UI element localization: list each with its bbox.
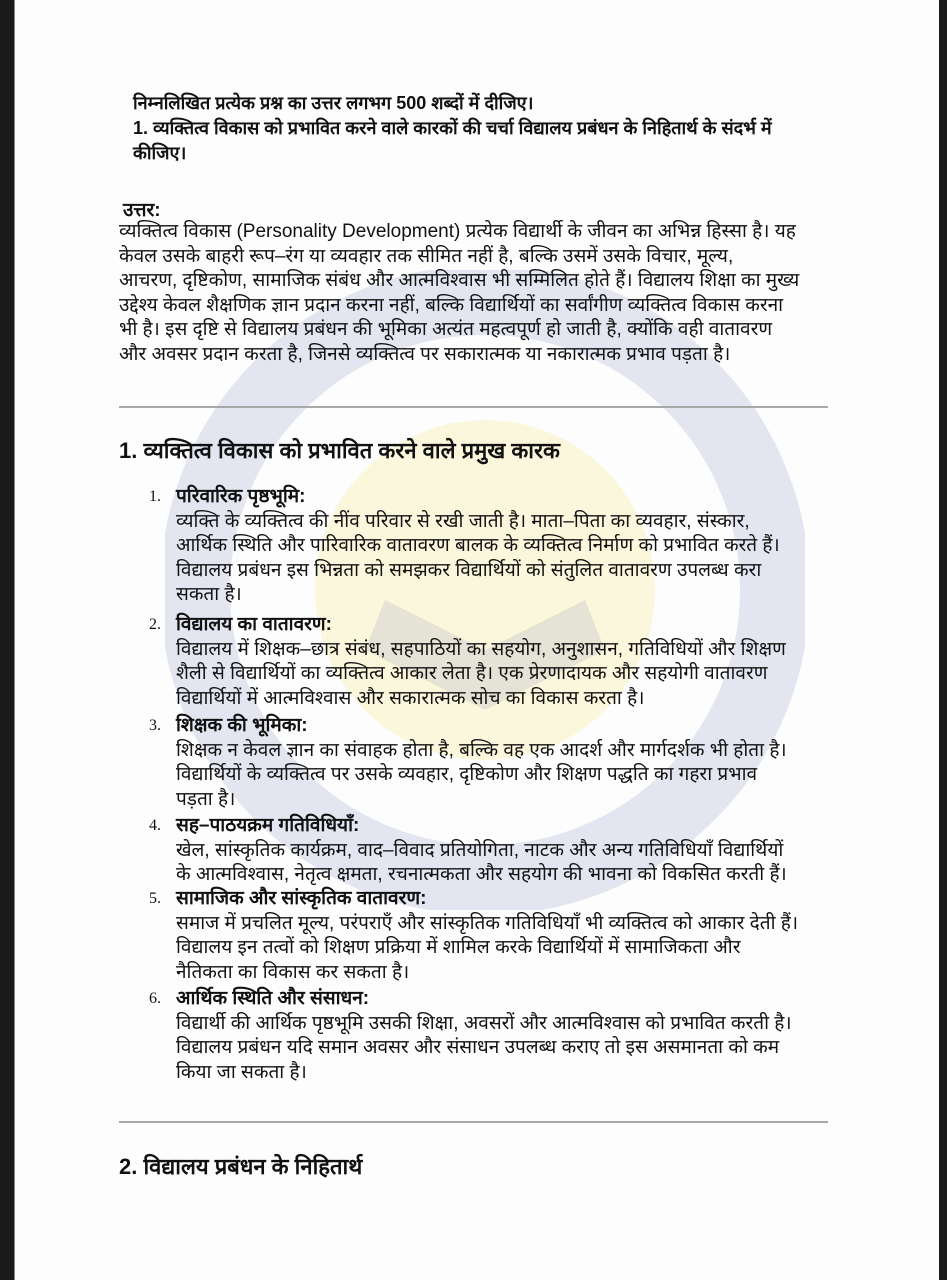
section-heading: 1. व्यक्तित्व विकास को प्रभावित करने वाले प्रमुख कारक xyxy=(119,438,560,463)
question-block xyxy=(133,91,853,166)
intro-line: आचरण, दृष्टिकोण, सामाजिक संबंध और आत्मविश्वास भी सम्मिलित होते हैं। विद्यालय शिक्षा का मुख्य xyxy=(119,270,800,291)
intro-line: और अवसर प्रदान करता है, जिनसे व्यक्तित्व पर सकारात्मक या नकारात्मक प्रभाव पड़ता है। xyxy=(119,343,731,365)
item-number: 5. xyxy=(149,890,161,907)
item-number: 1. xyxy=(149,488,161,505)
item-text-line: समाज में प्रचलित मूल्य, परंपराएँ और सांस्कृतिक गतिविधियाँ भी व्यक्तित्व को आकार देती हैं। xyxy=(176,912,799,934)
item-title: परिवारिक पृष्ठभूमि: xyxy=(176,486,306,507)
intro-line: उद्देश्य केवल शैक्षणिक ज्ञान प्रदान करना नहीं, बल्कि विद्यार्थियों का सर्वांगीण व्यक्तित्व विकास करना xyxy=(119,294,784,316)
item-text-line: सकता है। xyxy=(176,584,242,605)
item-text-line: आर्थिक स्थिति और पारिवारिक वातावरण बालक के व्यक्तित्व निर्माण को प्रभावित करते हैं। xyxy=(176,535,780,556)
item-text-line: विद्यार्थियों में आत्मविश्वास और सकारात्मक सोच का विकास करता है। xyxy=(176,687,645,709)
item-text-line: किया जा सकता है। xyxy=(176,1061,307,1083)
item-text-line: विद्यालय प्रबंधन इस भिन्नता को समझकर विद्यार्थियों को संतुलित वातावरण उपलब्ध करा xyxy=(176,559,762,581)
item-number: 6. xyxy=(149,990,161,1007)
divider xyxy=(119,1121,828,1123)
item-title: सह–पाठयक्रम गतिविधियाँ: xyxy=(176,815,360,836)
item-title: शिक्षक की भूमिका: xyxy=(176,715,308,736)
item-text-line: विद्यालय प्रबंधन यदि समान अवसर और संसाधन उपलब्ध कराए तो इस असमानता को कम xyxy=(176,1037,780,1058)
item-title: सामाजिक और सांस्कृतिक वातावरण: xyxy=(176,888,427,909)
instruction: निम्नलिखित प्रत्येक प्रश्न का उत्तर लगभग 500 शब्दों में दीजिए। xyxy=(133,93,534,113)
item-text-line: के आत्मविश्वास, नेतृत्व क्षमता, रचनात्मकता और सहयोग की भावना को विकसित करती हैं। xyxy=(176,864,787,885)
item-text-line: व्यक्ति के व्यक्तित्व की नींव परिवार से रखी जाती है। माता–पिता का व्यवहार, संस्कार, xyxy=(176,510,750,532)
item-text-line: नैतिकता का विकास कर सकता है। xyxy=(176,961,410,983)
item-text-line: शैली से विद्यार्थियों का व्यक्तित्व आकार लेता है। एक प्रेरणादायक और सहयोगी वातावरण xyxy=(176,663,768,684)
section-heading: 2. विद्यालय प्रबंधन के निहितार्थ xyxy=(119,1154,363,1179)
item-text-line: विद्यालय में शिक्षक–छात्र संबंध, सहपाठियों का सहयोग, अनुशासन, गतिविधियों और शिक्षण xyxy=(176,638,786,660)
item-text-line: खेल, सांस्कृतिक कार्यक्रम, वाद–विवाद प्रतियोगिता, नाटक और अन्य गतिविधियाँ विद्यार्थियों xyxy=(176,839,784,861)
intro-line: केवल उसके बाहरी रूप–रंग या व्यवहार तक सीमित नहीं है, बल्कि उसमें उसके विचार, मूल्य, xyxy=(119,245,734,267)
item-text-line: विद्यार्थी की आर्थिक पृष्ठभूमि उसकी शिक्षा, अवसरों और आत्मविश्वास को प्रभावित करती है। xyxy=(176,1012,792,1034)
intro-paragraph xyxy=(119,220,839,367)
item-text-line: विद्यालय इन तत्वों को शिक्षण प्रक्रिया में शामिल करके विद्यार्थियों में सामाजिकता और xyxy=(176,937,741,958)
item-number: 4. xyxy=(149,817,161,834)
item-text-line: पड़ता है। xyxy=(176,788,236,810)
question-line: कीजिए। xyxy=(133,143,187,163)
divider xyxy=(119,406,828,408)
item-number: 2. xyxy=(149,616,161,633)
question-line: 1. व्यक्तित्व विकास को प्रभावित करने वाले कारकों की चर्चा विद्यालय प्रबंधन के निहितार्थ के संदर्भ में xyxy=(133,118,772,138)
item-text-line: शिक्षक न केवल ज्ञान का संवाहक होता है, बल्कि वह एक आदर्श और मार्गदर्शक भी होता है। xyxy=(176,739,787,761)
item-title: आर्थिक स्थिति और संसाधन: xyxy=(176,988,370,1009)
item-title: विद्यालय का वातावरण: xyxy=(176,614,332,635)
item-number: 3. xyxy=(149,717,161,734)
answer-label: उत्तर: xyxy=(123,200,161,221)
document-page xyxy=(14,0,939,1280)
item-text-line: विद्यार्थियों के व्यक्तित्व पर उसके व्यवहार, दृष्टिकोण और शिक्षण पद्धति का गहरा प्रभाव xyxy=(176,764,758,785)
intro-line: भी है। इस दृष्टि से विद्यालय प्रबंधन की भूमिका अत्यंत महत्वपूर्ण हो जाती है, क्योंकि वही वातावरण xyxy=(119,319,773,340)
intro-line: व्यक्तित्व विकास (Personality Development) प्रत्येक विद्यार्थी के जीवन का अभिन्न हिस्सा है। यह xyxy=(119,221,796,242)
